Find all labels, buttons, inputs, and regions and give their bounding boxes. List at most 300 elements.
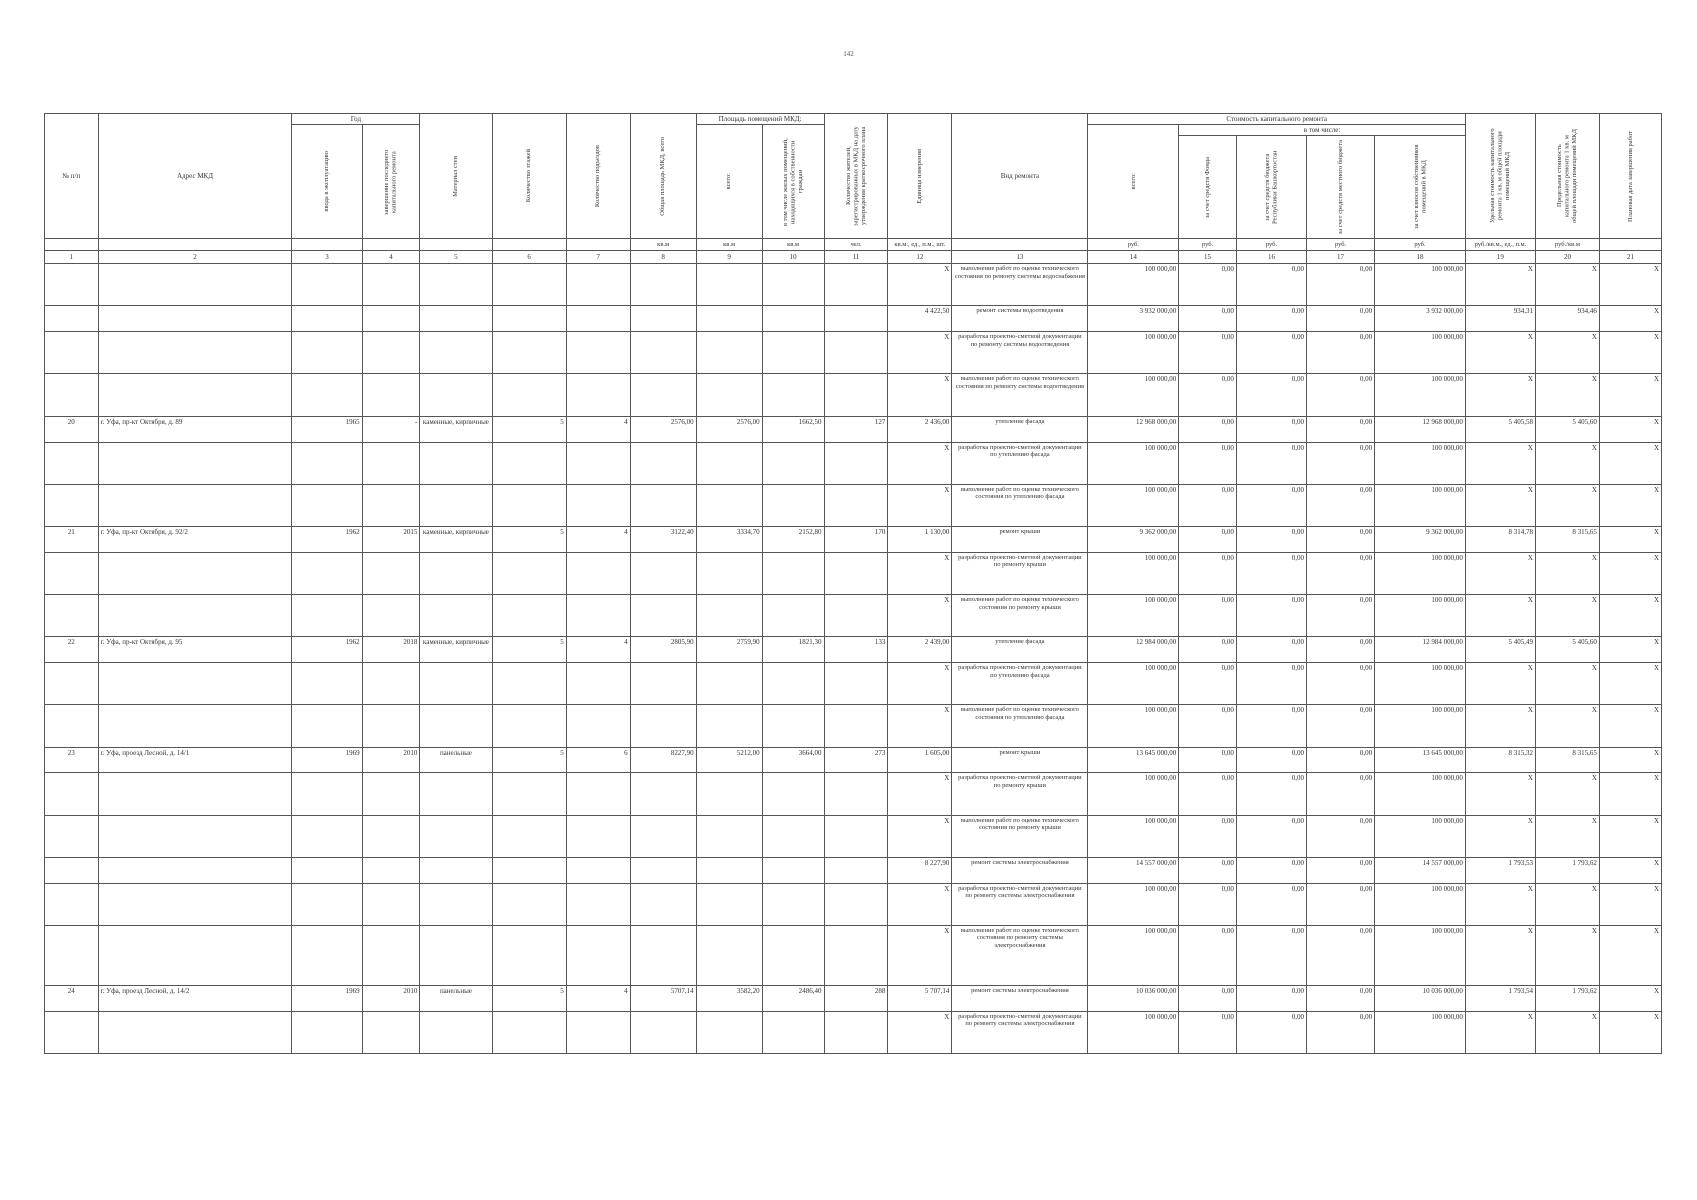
column-number-cell: 13 xyxy=(952,251,1088,264)
address-cell xyxy=(98,925,292,985)
row-number-cell xyxy=(45,815,99,857)
plan-date-cell: X xyxy=(1599,747,1661,773)
residents-cell: 133 xyxy=(824,637,888,663)
cost-owners-cell: 100 000,00 xyxy=(1375,1011,1466,1053)
total-area-cell: 8227,90 xyxy=(630,747,696,773)
cost-total-cell: 100 000,00 xyxy=(1088,883,1179,925)
max-cost-cell: X xyxy=(1535,374,1599,416)
cost-owners-cell: 100 000,00 xyxy=(1375,374,1466,416)
plan-date-cell: X xyxy=(1599,663,1661,705)
last-repair-year-cell xyxy=(362,552,420,594)
area-total-cell xyxy=(696,595,762,637)
cost-fund-cell: 0,00 xyxy=(1179,663,1237,705)
address-cell: г. Уфа, пр-кт Октября, д. 95 xyxy=(98,637,292,663)
column-number-cell: 15 xyxy=(1179,251,1237,264)
cost-republic-cell: 0,00 xyxy=(1236,985,1306,1011)
total-area-cell xyxy=(630,883,696,925)
cost-fund-cell: 0,00 xyxy=(1179,374,1237,416)
commission-year-cell xyxy=(292,857,362,883)
area-residential-cell xyxy=(762,442,824,484)
column-number-cell: 2 xyxy=(98,251,292,264)
unit-cell: кв.м., ед., п.м., шт. xyxy=(888,239,952,251)
cost-total-cell: 100 000,00 xyxy=(1088,442,1179,484)
cost-republic-cell: 0,00 xyxy=(1236,332,1306,374)
total-area-cell xyxy=(630,705,696,747)
cost-local-cell: 0,00 xyxy=(1307,773,1375,815)
address-cell xyxy=(98,883,292,925)
row-number-cell xyxy=(45,663,99,705)
cost-republic-cell: 0,00 xyxy=(1236,526,1306,552)
area-total-cell: 2576,00 xyxy=(696,416,762,442)
unit-cell: кв.м xyxy=(762,239,824,251)
cost-total-cell: 100 000,00 xyxy=(1088,815,1179,857)
unit-cell: руб./кв.м xyxy=(1535,239,1599,251)
area-total-cell xyxy=(696,815,762,857)
wall-material-cell xyxy=(420,332,492,374)
capital-repair-table xyxy=(44,113,1662,1054)
area-residential-cell: 2152,80 xyxy=(762,526,824,552)
unit-amount-cell: X xyxy=(888,374,952,416)
cost-total-cell: 100 000,00 xyxy=(1088,663,1179,705)
floors-cell xyxy=(492,484,566,526)
wall-material-cell: каменные, кирпичные xyxy=(420,416,492,442)
unit-amount-cell: X xyxy=(888,484,952,526)
header-unit: Единица измерения xyxy=(888,114,952,239)
commission-year-cell xyxy=(292,815,362,857)
column-number-cell: 11 xyxy=(824,251,888,264)
max-cost-cell: 8 315,65 xyxy=(1535,526,1599,552)
area-total-cell xyxy=(696,1011,762,1053)
unit-cell: руб. xyxy=(1179,239,1237,251)
area-residential-cell: 2486,40 xyxy=(762,985,824,1011)
max-cost-cell: 8 315,65 xyxy=(1535,747,1599,773)
table-row xyxy=(45,442,1662,484)
cost-fund-cell: 0,00 xyxy=(1179,985,1237,1011)
repair-type-cell: разработка проектно-сметной документации по ремонту системы водоотведения xyxy=(952,332,1088,374)
row-number-cell: 20 xyxy=(45,416,99,442)
header-floors: Количество этажей xyxy=(492,114,566,239)
unit-cost-cell: X xyxy=(1465,925,1535,985)
max-cost-cell: X xyxy=(1535,925,1599,985)
table-row xyxy=(45,332,1662,374)
unit-cell: кв.м xyxy=(696,239,762,251)
row-number-cell xyxy=(45,883,99,925)
entrances-cell: 6 xyxy=(566,747,630,773)
floors-cell xyxy=(492,552,566,594)
unit-cost-cell: X xyxy=(1465,705,1535,747)
commission-year-cell xyxy=(292,374,362,416)
cost-republic-cell: 0,00 xyxy=(1236,264,1306,306)
cost-local-cell: 0,00 xyxy=(1307,857,1375,883)
wall-material-cell xyxy=(420,264,492,306)
max-cost-cell: X xyxy=(1535,705,1599,747)
unit-amount-cell: X xyxy=(888,663,952,705)
address-cell: г. Уфа, пр-кт Октября, д. 89 xyxy=(98,416,292,442)
area-residential-cell xyxy=(762,552,824,594)
unit-cost-cell: 934,31 xyxy=(1465,306,1535,332)
repair-type-cell: ремонт системы электроснабжения xyxy=(952,985,1088,1011)
last-repair-year-cell: 2010 xyxy=(362,747,420,773)
total-area-cell xyxy=(630,595,696,637)
cost-fund-cell: 0,00 xyxy=(1179,747,1237,773)
address-cell xyxy=(98,552,292,594)
cost-local-cell: 0,00 xyxy=(1307,526,1375,552)
cost-owners-cell: 13 645 000,00 xyxy=(1375,747,1466,773)
entrances-cell xyxy=(566,264,630,306)
area-residential-cell xyxy=(762,925,824,985)
cost-total-cell: 10 036 000,00 xyxy=(1088,985,1179,1011)
cost-republic-cell: 0,00 xyxy=(1236,442,1306,484)
address-cell xyxy=(98,442,292,484)
cost-local-cell: 0,00 xyxy=(1307,332,1375,374)
cost-fund-cell: 0,00 xyxy=(1179,552,1237,594)
area-total-cell: 2759,90 xyxy=(696,637,762,663)
table-row xyxy=(45,815,1662,857)
area-total-cell xyxy=(696,925,762,985)
wall-material-cell xyxy=(420,925,492,985)
unit-amount-cell: X xyxy=(888,552,952,594)
entrances-cell xyxy=(566,773,630,815)
header-unit-cost: Удельная стоимость капитального ремонта 1 кв. м общей площади помещений МКД xyxy=(1465,114,1535,239)
cost-owners-cell: 12 984 000,00 xyxy=(1375,637,1466,663)
area-residential-cell xyxy=(762,663,824,705)
cost-total-cell: 12 984 000,00 xyxy=(1088,637,1179,663)
column-number-cell: 3 xyxy=(292,251,362,264)
area-total-cell xyxy=(696,857,762,883)
cost-total-cell: 100 000,00 xyxy=(1088,925,1179,985)
last-repair-year-cell xyxy=(362,925,420,985)
column-number-cell: 12 xyxy=(888,251,952,264)
table-row xyxy=(45,264,1662,306)
cost-local-cell: 0,00 xyxy=(1307,705,1375,747)
repair-type-cell: утепление фасада xyxy=(952,416,1088,442)
area-residential-cell xyxy=(762,595,824,637)
header-commission-year: ввода в эксплуатацию xyxy=(292,125,362,239)
plan-date-cell: X xyxy=(1599,925,1661,985)
residents-cell xyxy=(824,705,888,747)
column-number-cell: 9 xyxy=(696,251,762,264)
last-repair-year-cell: - xyxy=(362,416,420,442)
entrances-cell xyxy=(566,925,630,985)
table-row xyxy=(45,705,1662,747)
unit-amount-cell: 1 605,00 xyxy=(888,747,952,773)
address-cell xyxy=(98,374,292,416)
unit-cell: руб. xyxy=(1307,239,1375,251)
last-repair-year-cell xyxy=(362,1011,420,1053)
wall-material-cell xyxy=(420,484,492,526)
unit-cell xyxy=(492,239,566,251)
wall-material-cell: каменные, кирпичные xyxy=(420,637,492,663)
commission-year-cell xyxy=(292,552,362,594)
row-number-cell xyxy=(45,306,99,332)
last-repair-year-cell xyxy=(362,264,420,306)
cost-owners-cell: 3 932 000,00 xyxy=(1375,306,1466,332)
max-cost-cell: X xyxy=(1535,552,1599,594)
area-total-cell xyxy=(696,663,762,705)
row-number-cell xyxy=(45,857,99,883)
cost-owners-cell: 10 036 000,00 xyxy=(1375,985,1466,1011)
cost-fund-cell: 0,00 xyxy=(1179,306,1237,332)
repair-type-cell: ремонт системы электроснабжения xyxy=(952,857,1088,883)
unit-amount-cell: X xyxy=(888,883,952,925)
plan-date-cell: X xyxy=(1599,442,1661,484)
residents-cell xyxy=(824,815,888,857)
unit-cost-cell: X xyxy=(1465,773,1535,815)
unit-amount-cell: X xyxy=(888,264,952,306)
table-row xyxy=(45,374,1662,416)
repair-type-cell: разработка проектно-сметной документации по утеплению фасада xyxy=(952,663,1088,705)
address-cell: г. Уфа, пр-кт Октября, д. 92/2 xyxy=(98,526,292,552)
column-number-cell: 21 xyxy=(1599,251,1661,264)
cost-local-cell: 0,00 xyxy=(1307,416,1375,442)
commission-year-cell xyxy=(292,663,362,705)
commission-year-cell xyxy=(292,705,362,747)
table-row xyxy=(45,1011,1662,1053)
cost-fund-cell: 0,00 xyxy=(1179,264,1237,306)
entrances-cell xyxy=(566,1011,630,1053)
entrances-cell xyxy=(566,306,630,332)
cost-local-cell: 0,00 xyxy=(1307,264,1375,306)
total-area-cell: 3122,40 xyxy=(630,526,696,552)
address-cell: г. Уфа, проезд Лесной, д. 14/2 xyxy=(98,985,292,1011)
header-last-repair-year: завершение последнего капитального ремонта xyxy=(362,125,420,239)
commission-year-cell xyxy=(292,332,362,374)
cost-republic-cell: 0,00 xyxy=(1236,306,1306,332)
cost-owners-cell: 100 000,00 xyxy=(1375,663,1466,705)
header-fund: за счет средств Фонда xyxy=(1179,136,1237,239)
entrances-cell xyxy=(566,705,630,747)
total-area-cell xyxy=(630,773,696,815)
residents-cell: 273 xyxy=(824,747,888,773)
last-repair-year-cell xyxy=(362,332,420,374)
table-row xyxy=(45,306,1662,332)
floors-cell: 5 xyxy=(492,747,566,773)
wall-material-cell xyxy=(420,552,492,594)
cost-fund-cell: 0,00 xyxy=(1179,857,1237,883)
floors-cell xyxy=(492,663,566,705)
cost-republic-cell: 0,00 xyxy=(1236,773,1306,815)
commission-year-cell xyxy=(292,595,362,637)
cost-owners-cell: 100 000,00 xyxy=(1375,705,1466,747)
residents-cell xyxy=(824,264,888,306)
wall-material-cell xyxy=(420,306,492,332)
cost-fund-cell: 0,00 xyxy=(1179,595,1237,637)
entrances-cell: 4 xyxy=(566,416,630,442)
cost-fund-cell: 0,00 xyxy=(1179,637,1237,663)
total-area-cell xyxy=(630,374,696,416)
header-owners: за счет взносов собственников помещений в МКД xyxy=(1375,136,1466,239)
residents-cell xyxy=(824,925,888,985)
max-cost-cell: 1 793,62 xyxy=(1535,857,1599,883)
row-number-cell xyxy=(45,484,99,526)
entrances-cell xyxy=(566,484,630,526)
cost-republic-cell: 0,00 xyxy=(1236,374,1306,416)
cost-republic-cell: 0,00 xyxy=(1236,416,1306,442)
floors-cell xyxy=(492,705,566,747)
cost-fund-cell: 0,00 xyxy=(1179,883,1237,925)
repair-type-cell: ремонт крыши xyxy=(952,526,1088,552)
plan-date-cell: X xyxy=(1599,595,1661,637)
cost-republic-cell: 0,00 xyxy=(1236,857,1306,883)
cost-local-cell: 0,00 xyxy=(1307,747,1375,773)
cost-fund-cell: 0,00 xyxy=(1179,773,1237,815)
max-cost-cell: X xyxy=(1535,663,1599,705)
cost-owners-cell: 100 000,00 xyxy=(1375,552,1466,594)
entrances-cell xyxy=(566,374,630,416)
floors-cell xyxy=(492,264,566,306)
area-residential-cell xyxy=(762,484,824,526)
floors-cell xyxy=(492,1011,566,1053)
unit-cell: руб. xyxy=(1375,239,1466,251)
address-cell xyxy=(98,332,292,374)
unit-cost-cell: X xyxy=(1465,815,1535,857)
cost-total-cell: 100 000,00 xyxy=(1088,705,1179,747)
max-cost-cell: 934,46 xyxy=(1535,306,1599,332)
commission-year-cell xyxy=(292,306,362,332)
area-residential-cell xyxy=(762,883,824,925)
header-incl-group: в том числе: xyxy=(1179,125,1466,136)
cost-fund-cell: 0,00 xyxy=(1179,526,1237,552)
last-repair-year-cell xyxy=(362,815,420,857)
repair-type-cell: выполнение работ по оценке технического состояния по утеплению фасада xyxy=(952,705,1088,747)
unit-cell xyxy=(45,239,99,251)
area-total-cell xyxy=(696,442,762,484)
unit-amount-cell: X xyxy=(888,705,952,747)
max-cost-cell: X xyxy=(1535,595,1599,637)
cost-total-cell: 9 362 000,00 xyxy=(1088,526,1179,552)
max-cost-cell: X xyxy=(1535,332,1599,374)
repair-type-cell: разработка проектно-сметной документации по утеплению фасада xyxy=(952,442,1088,484)
cost-republic-cell: 0,00 xyxy=(1236,1011,1306,1053)
column-number-cell: 1 xyxy=(45,251,99,264)
table-row xyxy=(45,663,1662,705)
cost-fund-cell: 0,00 xyxy=(1179,442,1237,484)
row-number-cell xyxy=(45,374,99,416)
row-number-cell xyxy=(45,925,99,985)
address-cell xyxy=(98,663,292,705)
total-area-cell xyxy=(630,484,696,526)
unit-amount-cell: 8 227,90 xyxy=(888,857,952,883)
table-row xyxy=(45,747,1662,773)
cost-republic-cell: 0,00 xyxy=(1236,747,1306,773)
last-repair-year-cell xyxy=(362,663,420,705)
unit-cost-cell: X xyxy=(1465,595,1535,637)
row-number-cell: 21 xyxy=(45,526,99,552)
unit-cost-cell: 8 315,32 xyxy=(1465,747,1535,773)
cost-republic-cell: 0,00 xyxy=(1236,637,1306,663)
row-number-cell xyxy=(45,264,99,306)
cost-local-cell: 0,00 xyxy=(1307,925,1375,985)
cost-fund-cell: 0,00 xyxy=(1179,705,1237,747)
area-total-cell: 5212,00 xyxy=(696,747,762,773)
wall-material-cell: панельные xyxy=(420,747,492,773)
wall-material-cell xyxy=(420,773,492,815)
unit-cost-cell: X xyxy=(1465,264,1535,306)
unit-cost-cell: 8 314,78 xyxy=(1465,526,1535,552)
table-row xyxy=(45,857,1662,883)
area-residential-cell xyxy=(762,773,824,815)
cost-local-cell: 0,00 xyxy=(1307,1011,1375,1053)
unit-amount-cell: X xyxy=(888,1011,952,1053)
cost-owners-cell: 100 000,00 xyxy=(1375,332,1466,374)
row-number-cell xyxy=(45,1011,99,1053)
cost-republic-cell: 0,00 xyxy=(1236,663,1306,705)
header-entrances: Количество подъездов xyxy=(566,114,630,239)
plan-date-cell: X xyxy=(1599,637,1661,663)
cost-total-cell: 100 000,00 xyxy=(1088,484,1179,526)
column-number-cell: 4 xyxy=(362,251,420,264)
unit-cell xyxy=(362,239,420,251)
cost-republic-cell: 0,00 xyxy=(1236,552,1306,594)
max-cost-cell: X xyxy=(1535,264,1599,306)
cost-total-cell: 100 000,00 xyxy=(1088,1011,1179,1053)
commission-year-cell xyxy=(292,773,362,815)
floors-cell xyxy=(492,815,566,857)
row-number-cell xyxy=(45,595,99,637)
last-repair-year-cell xyxy=(362,857,420,883)
max-cost-cell: X xyxy=(1535,484,1599,526)
unit-amount-cell: 4 422,50 xyxy=(888,306,952,332)
cost-republic-cell: 0,00 xyxy=(1236,705,1306,747)
total-area-cell xyxy=(630,264,696,306)
table-row xyxy=(45,925,1662,985)
unit-amount-cell: 2 439,00 xyxy=(888,637,952,663)
unit-amount-cell: 2 436,00 xyxy=(888,416,952,442)
commission-year-cell xyxy=(292,484,362,526)
column-number-cell: 8 xyxy=(630,251,696,264)
residents-cell: 127 xyxy=(824,416,888,442)
entrances-cell xyxy=(566,663,630,705)
commission-year-cell xyxy=(292,264,362,306)
residents-cell xyxy=(824,552,888,594)
unit-amount-cell: X xyxy=(888,332,952,374)
floors-cell xyxy=(492,883,566,925)
plan-date-cell: X xyxy=(1599,264,1661,306)
header-year-group: Год xyxy=(292,114,420,125)
table-row xyxy=(45,595,1662,637)
cost-local-cell: 0,00 xyxy=(1307,985,1375,1011)
area-total-cell xyxy=(696,264,762,306)
repair-type-cell: разработка проектно-сметной документации по ремонту крыши xyxy=(952,773,1088,815)
area-total-cell xyxy=(696,883,762,925)
wall-material-cell xyxy=(420,705,492,747)
wall-material-cell xyxy=(420,1011,492,1053)
floors-cell: 5 xyxy=(492,416,566,442)
total-area-cell xyxy=(630,663,696,705)
unit-cell xyxy=(292,239,362,251)
cost-total-cell: 100 000,00 xyxy=(1088,773,1179,815)
last-repair-year-cell: 2010 xyxy=(362,985,420,1011)
unit-cell: руб. xyxy=(1088,239,1179,251)
row-number-cell: 24 xyxy=(45,985,99,1011)
total-area-cell xyxy=(630,306,696,332)
header-residents: Количество жителей, зарегистрированных в МКД на дату утверждения краткосрочного плана xyxy=(824,114,888,239)
header-num: № п/п xyxy=(45,114,99,239)
residents-cell: 288 xyxy=(824,985,888,1011)
row-number-cell xyxy=(45,442,99,484)
plan-date-cell: X xyxy=(1599,552,1661,594)
repair-type-cell: разработка проектно-сметной документации по ремонту системы электроснабжения xyxy=(952,1011,1088,1053)
plan-date-cell: X xyxy=(1599,705,1661,747)
header-repair-type: Вид ремонта xyxy=(952,114,1088,239)
unit-cost-cell: X xyxy=(1465,332,1535,374)
floors-cell xyxy=(492,925,566,985)
row-number-cell xyxy=(45,332,99,374)
unit-cell xyxy=(566,239,630,251)
header-max-cost: Предельная стоимость капитального ремонта 1 кв. м общей площади помещений МКД xyxy=(1535,114,1599,239)
cost-owners-cell: 100 000,00 xyxy=(1375,773,1466,815)
row-number-cell: 22 xyxy=(45,637,99,663)
